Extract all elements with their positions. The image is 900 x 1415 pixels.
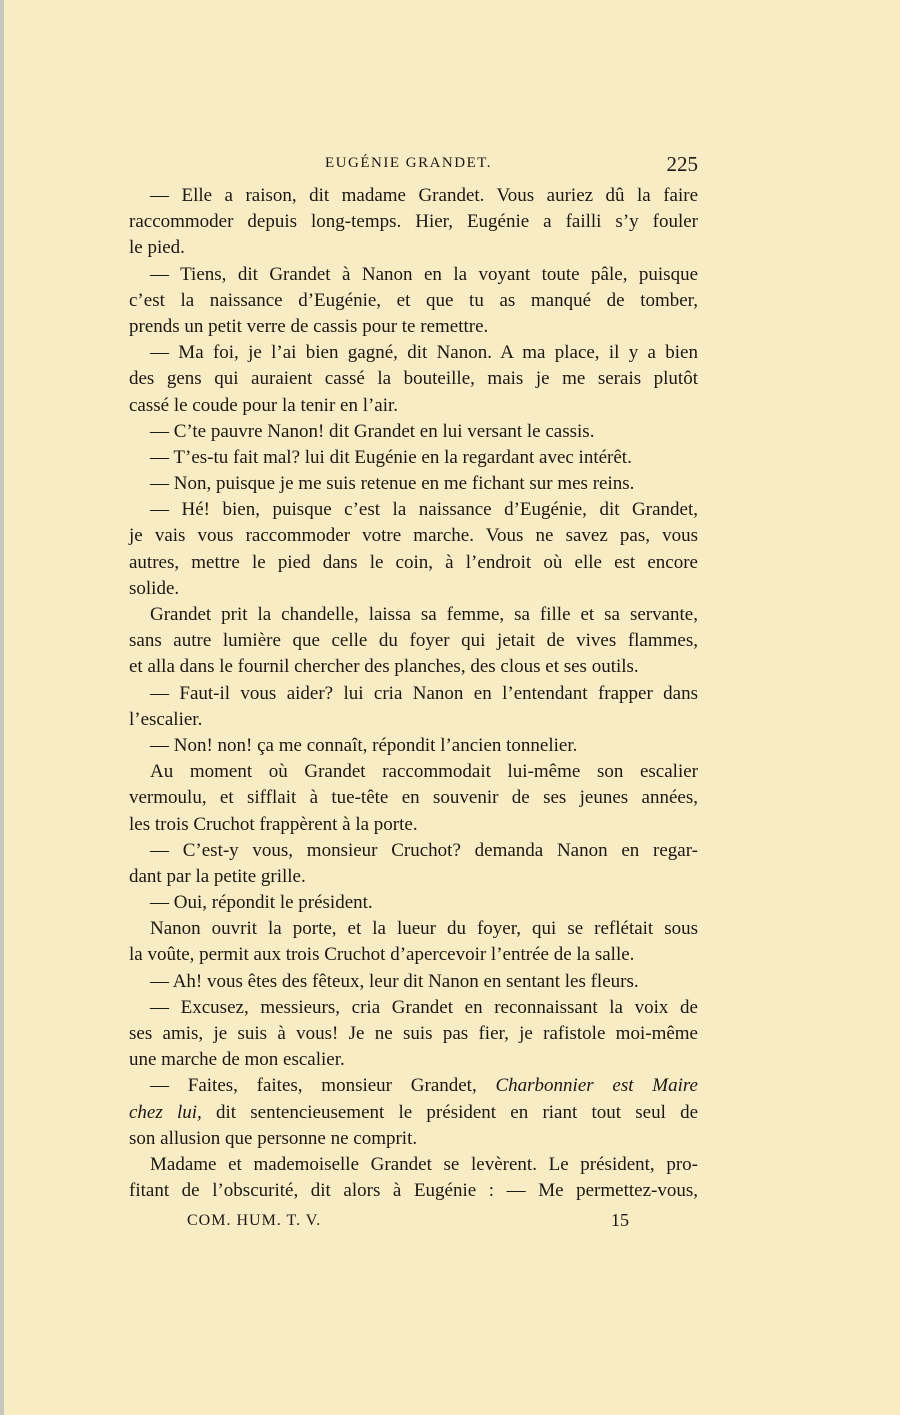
italic-text: Charbonnier est Maire	[495, 1075, 698, 1097]
text-line	[129, 1126, 698, 1152]
text-line	[129, 1047, 698, 1073]
text-segment: Au moment où Grandet raccommodait lui-même son escalier	[150, 761, 698, 783]
text-segment: autres, mettre le pied dans le coin, à l’endroit où elle est encore	[129, 551, 698, 573]
text-segment: vermoulu, et sifflait à tue-tête en souvenir de ses jeunes années,	[129, 787, 698, 809]
text-segment: Nanon ouvrit la porte, et la lueur du foyer, qui se reflétait sous	[150, 918, 698, 940]
text-segment: — Non! non! ça me connaît, répondit l’ancien tonnelier.	[150, 734, 578, 756]
text-line	[129, 759, 698, 785]
text-line	[129, 550, 698, 576]
text-segment: dant par la petite grille.	[129, 865, 306, 887]
text-segment: prends un petit verre de cassis pour te remettre.	[129, 315, 489, 337]
text-line	[129, 995, 698, 1021]
text-segment: des gens qui auraient cassé la bouteille, mais je me serais plutôt	[129, 368, 698, 390]
text-segment: fitant de l’obscurité, dit alors à Eugénie : — Me permettez-vous,	[129, 1180, 698, 1202]
italic-text: chez lui,	[129, 1101, 202, 1123]
text-line	[129, 916, 698, 942]
body-text	[129, 183, 698, 1204]
text-segment: — Ah! vous êtes des fêteux, leur dit Nanon en sentant les fleurs.	[150, 970, 639, 992]
text-segment: — Faites, faites, monsieur Grandet,	[150, 1075, 496, 1097]
text-line	[129, 1073, 698, 1099]
text-line	[129, 393, 698, 419]
sheet-number: 15	[611, 1210, 629, 1230]
text-line	[129, 681, 698, 707]
text-segment: ses amis, je suis à vous! Je ne suis pas fier, je rafistole moi-même	[129, 1023, 698, 1044]
page-footer	[129, 1210, 698, 1236]
text-segment: Grandet prit la chandelle, laissa sa femme, sa fille et sa servante,	[150, 604, 698, 625]
text-segment: sans autre lumière que celle du foyer qui jetait de vives flammes,	[129, 630, 698, 652]
text-line	[129, 523, 698, 549]
text-segment: — Ma foi, je l’ai bien gagné, dit Nanon. A ma place, il y a bien	[150, 342, 698, 364]
text-segment: raccommoder depuis long-temps. Hier, Eugénie a failli s’y fouler	[129, 211, 698, 233]
text-line	[129, 864, 698, 890]
text-line	[129, 340, 698, 366]
text-segment: la voûte, permit aux trois Cruchot d’apercevoir l’entrée de la salle.	[129, 944, 635, 966]
text-segment: c’est la naissance d’Eugénie, et que tu as manqué de tomber,	[129, 289, 698, 311]
text-segment: et alla dans le fournil chercher des planches, des clous et ses outils.	[129, 656, 639, 678]
text-line	[129, 1021, 698, 1047]
text-segment: cassé le coude pour la tenir en l’air.	[129, 394, 399, 416]
text-line	[129, 733, 698, 759]
text-segment: — C’est-y vous, monsieur Cruchot? demanda Nanon en regar-	[150, 839, 698, 861]
text-line	[129, 183, 698, 209]
text-line	[129, 812, 698, 838]
text-line	[129, 471, 698, 497]
text-segment: — C’te pauvre Nanon! dit Grandet en lui versant le cassis.	[150, 420, 595, 442]
text-line	[129, 235, 698, 261]
printer-signature: COM. HUM. T. V.	[187, 1212, 322, 1229]
text-segment: — T’es-tu fait mal? lui dit Eugénie en la regardant avec intérêt.	[150, 446, 632, 468]
text-segment: — Non, puisque je me suis retenue en me fichant sur mes reins.	[150, 473, 635, 495]
text-line	[129, 602, 698, 628]
text-segment: — Oui, répondit le président.	[150, 892, 373, 914]
page-edge	[0, 0, 4, 1415]
text-line	[129, 1178, 698, 1204]
text-segment: — Hé! bien, puisque c’est la naissance d’Eugénie, dit Grandet,	[150, 499, 698, 521]
text-line	[129, 969, 698, 995]
text-line	[129, 314, 698, 340]
text-line	[129, 654, 698, 680]
text-segment: solide.	[129, 577, 180, 599]
text-segment: — Faut-il vous aider? lui cria Nanon en l’entendant frapper dans	[150, 682, 698, 704]
text-segment: l’escalier.	[129, 708, 203, 730]
text-line	[129, 1152, 698, 1178]
text-line	[129, 1100, 698, 1126]
text-line	[129, 942, 698, 968]
text-line	[129, 576, 698, 602]
running-title: EUGÉNIE GRANDET.	[325, 155, 493, 171]
text-line	[129, 890, 698, 916]
text-segment: — Excusez, messieurs, cria Grandet en reconnaissant la voix de	[150, 996, 698, 1018]
text-segment: — Elle a raison, dit madame Grandet. Vous auriez dû la faire	[150, 185, 698, 206]
text-line	[129, 262, 698, 288]
text-line	[129, 288, 698, 314]
text-line	[129, 785, 698, 811]
text-segment: dit sentencieusement le président en riant tout seul de	[201, 1101, 699, 1123]
text-segment: Madame et mademoiselle Grandet se levèrent. Le président, pro-	[150, 1153, 698, 1175]
text-line	[129, 445, 698, 471]
text-line	[129, 838, 698, 864]
text-line	[129, 209, 698, 235]
text-segment: les trois Cruchot frappèrent à la porte.	[129, 813, 418, 835]
text-segment: le pied.	[129, 237, 185, 259]
text-segment: son allusion que personne ne comprit.	[129, 1127, 418, 1149]
page-number: 225	[666, 152, 698, 176]
text-line	[129, 366, 698, 392]
page-header	[129, 152, 698, 178]
text-segment: je vais vous raccommoder votre marche. Vous ne savez pas, vous	[129, 525, 698, 547]
text-line	[129, 497, 698, 523]
text-segment: — Tiens, dit Grandet à Nanon en la voyant toute pâle, puisque	[150, 263, 698, 285]
text-segment: une marche de mon escalier.	[129, 1049, 345, 1071]
text-line	[129, 419, 698, 445]
text-line	[129, 707, 698, 733]
text-line	[129, 628, 698, 654]
